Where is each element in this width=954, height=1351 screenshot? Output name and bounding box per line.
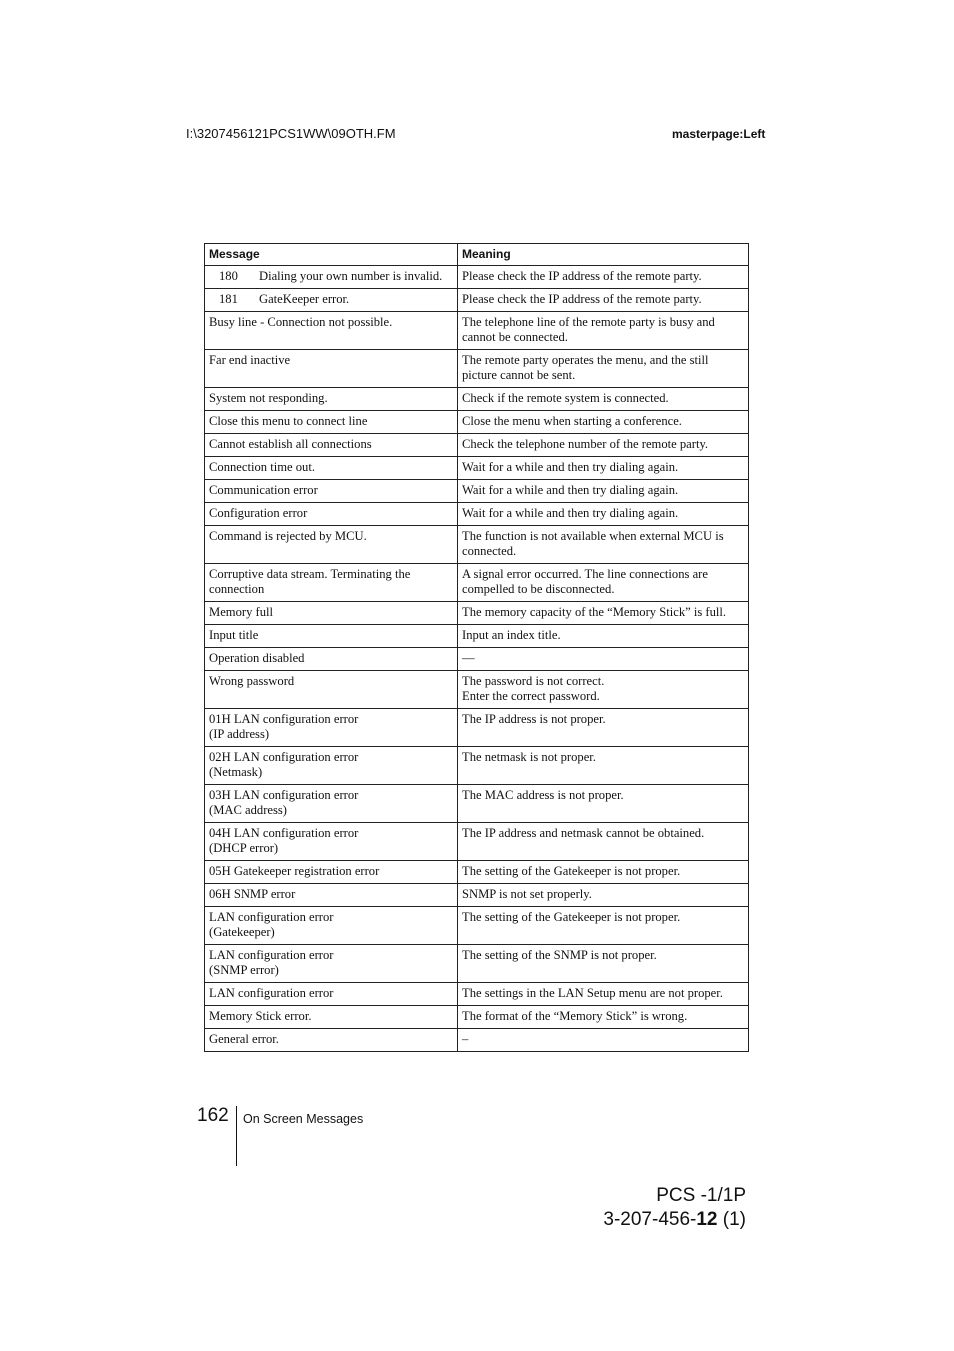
part-number-suffix: (1) [717, 1209, 746, 1230]
meaning-text: The settings in the LAN Setup menu are not proper. [462, 986, 723, 1000]
message-cell [205, 709, 458, 747]
meaning-cell [458, 480, 749, 503]
section-title: On Screen Messages [243, 1112, 364, 1126]
message-cell [205, 564, 458, 602]
table-row [205, 388, 749, 411]
table-row [205, 785, 749, 823]
meaning-text: The setting of the Gatekeeper is not proper. [462, 864, 681, 878]
message-cell [205, 503, 458, 526]
message-text: Far end inactive [209, 353, 291, 367]
message-cell [205, 823, 458, 861]
table-row [205, 1029, 749, 1052]
message-cell [205, 861, 458, 884]
meaning-text: The IP address and netmask cannot be obtained. [462, 826, 705, 840]
meaning-text: The memory capacity of the “Memory Stick” is full. [462, 605, 727, 619]
message-cell [205, 266, 458, 289]
meaning-cell [458, 625, 749, 648]
table-row [205, 480, 749, 503]
message-text: Memory Stick error. [209, 1009, 312, 1023]
meaning-cell [458, 823, 749, 861]
meaning-cell [458, 861, 749, 884]
page-number: 162 [197, 1105, 229, 1126]
message-cell [205, 457, 458, 480]
message-text: Operation disabled [209, 651, 305, 665]
file-path: I:\3207456121PCS1WW\09OTH.FM [186, 126, 396, 141]
message-cell [205, 671, 458, 709]
meaning-cell [458, 1006, 749, 1029]
meaning-text: — [462, 651, 475, 665]
meaning-cell [458, 945, 749, 983]
message-text: Corruptive data stream. Terminating the connection [209, 567, 411, 596]
message-text: Communication error [209, 483, 318, 497]
meaning-cell [458, 388, 749, 411]
message-text: General error. [209, 1032, 279, 1046]
message-cell [205, 434, 458, 457]
message-text: 05H Gatekeeper registration error [209, 864, 380, 878]
meaning-cell [458, 411, 749, 434]
error-code: 180 [219, 269, 238, 283]
message-cell [205, 945, 458, 983]
table-row [205, 983, 749, 1006]
table-row [205, 648, 749, 671]
table-row [205, 289, 749, 312]
table-row [205, 411, 749, 434]
meaning-cell [458, 1029, 749, 1052]
message-text: LAN configuration error (SNMP error) [209, 948, 334, 977]
meaning-text: SNMP is not set properly. [462, 887, 592, 901]
meaning-text: Wait for a while and then try dialing again. [462, 506, 679, 520]
table-row [205, 564, 749, 602]
message-text: 02H LAN configuration error (Netmask) [209, 750, 359, 779]
table-row [205, 457, 749, 480]
message-cell [205, 1006, 458, 1029]
table-row [205, 861, 749, 884]
message-cell [205, 1029, 458, 1052]
table-row [205, 526, 749, 564]
meaning-text: Close the menu when starting a conference. [462, 414, 682, 428]
meaning-cell [458, 671, 749, 709]
meaning-cell [458, 907, 749, 945]
message-text: 01H LAN configuration error (IP address) [209, 712, 359, 741]
meaning-cell [458, 434, 749, 457]
table-row [205, 671, 749, 709]
meaning-cell [458, 564, 749, 602]
message-text: 06H SNMP error [209, 887, 296, 901]
meaning-cell [458, 312, 749, 350]
table-row [205, 709, 749, 747]
meaning-text: The netmask is not proper. [462, 750, 596, 764]
meaning-text: The format of the “Memory Stick” is wrong. [462, 1009, 688, 1023]
message-text: Wrong password [209, 674, 295, 688]
message-cell [205, 388, 458, 411]
meaning-text: – [462, 1032, 469, 1046]
meaning-cell [458, 350, 749, 388]
table-row [205, 907, 749, 945]
meaning-cell [458, 884, 749, 907]
footer-divider [236, 1106, 237, 1166]
message-text: Command is rejected by MCU. [209, 529, 367, 543]
message-cell [205, 907, 458, 945]
message-text: Configuration error [209, 506, 308, 520]
meaning-text: The IP address is not proper. [462, 712, 606, 726]
messages-table [204, 243, 749, 1052]
meaning-text: Check if the remote system is connected. [462, 391, 669, 405]
message-cell [205, 480, 458, 503]
message-text: Dialing your own number is invalid. [259, 269, 443, 283]
meaning-cell [458, 983, 749, 1006]
message-text: 03H LAN configuration error (MAC address) [209, 788, 359, 817]
table-row [205, 266, 749, 289]
message-text: 04H LAN configuration error (DHCP error) [209, 826, 359, 855]
message-cell [205, 983, 458, 1006]
meaning-text: Please check the IP address of the remote party. [462, 292, 702, 306]
table-row [205, 884, 749, 907]
table-row [205, 350, 749, 388]
meaning-text: The MAC address is not proper. [462, 788, 624, 802]
meaning-cell [458, 602, 749, 625]
part-number [603, 1209, 746, 1231]
table-row [205, 1006, 749, 1029]
message-cell [205, 884, 458, 907]
table-header-row [205, 244, 749, 266]
message-cell [205, 289, 458, 312]
meaning-cell [458, 709, 749, 747]
meaning-text: The telephone line of the remote party is busy and cannot be connected. [462, 315, 715, 344]
part-number-prefix: 3-207-456- [603, 1209, 697, 1230]
meaning-cell [458, 747, 749, 785]
meaning-text: The function is not available when external MCU is connected. [462, 529, 724, 558]
table-row [205, 747, 749, 785]
meaning-text: The setting of the SNMP is not proper. [462, 948, 657, 962]
message-cell [205, 747, 458, 785]
message-text: GateKeeper error. [259, 292, 350, 306]
meaning-text: A signal error occurred. The line connections are compelled to be disconnected. [462, 567, 708, 596]
message-cell [205, 350, 458, 388]
message-cell [205, 785, 458, 823]
meaning-text: Input an index title. [462, 628, 561, 642]
part-number-bold: 12 [696, 1209, 718, 1230]
message-text: Input title [209, 628, 259, 642]
table-row [205, 312, 749, 350]
column-header-message: Message [205, 244, 458, 266]
meaning-text: Check the telephone number of the remote party. [462, 437, 709, 451]
table-row [205, 434, 749, 457]
meaning-cell [458, 526, 749, 564]
message-cell [205, 526, 458, 564]
message-text: LAN configuration error [209, 986, 334, 1000]
message-cell [205, 625, 458, 648]
error-code: 181 [219, 292, 238, 306]
table-row [205, 823, 749, 861]
message-text: LAN configuration error (Gatekeeper) [209, 910, 334, 939]
message-cell [205, 648, 458, 671]
table-row [205, 503, 749, 526]
meaning-text: The remote party operates the menu, and the still picture cannot be sent. [462, 353, 709, 382]
message-text: Connection time out. [209, 460, 315, 474]
meaning-text: Please check the IP address of the remote party. [462, 269, 702, 283]
message-text: System not responding. [209, 391, 328, 405]
meaning-text: Wait for a while and then try dialing again. [462, 483, 679, 497]
meaning-text: The setting of the Gatekeeper is not proper. [462, 910, 681, 924]
table-body [205, 266, 749, 1052]
message-cell [205, 602, 458, 625]
meaning-cell [458, 648, 749, 671]
meaning-cell [458, 457, 749, 480]
masterpage-label: masterpage:Left [672, 127, 766, 141]
table-row [205, 945, 749, 983]
meaning-cell [458, 266, 749, 289]
meaning-text: Wait for a while and then try dialing again. [462, 460, 679, 474]
message-text: Close this menu to connect line [209, 414, 368, 428]
message-cell [205, 312, 458, 350]
table-row [205, 602, 749, 625]
message-text: Memory full [209, 605, 274, 619]
message-text: Cannot establish all connections [209, 437, 372, 451]
meaning-cell [458, 785, 749, 823]
message-text: Busy line - Connection not possible. [209, 315, 393, 329]
model-code: PCS -1/1P [656, 1185, 746, 1206]
meaning-cell [458, 289, 749, 312]
column-header-meaning: Meaning [458, 244, 749, 266]
meaning-text: The password is not correct. Enter the correct password. [462, 674, 605, 703]
message-cell [205, 411, 458, 434]
meaning-cell [458, 503, 749, 526]
table-row [205, 625, 749, 648]
